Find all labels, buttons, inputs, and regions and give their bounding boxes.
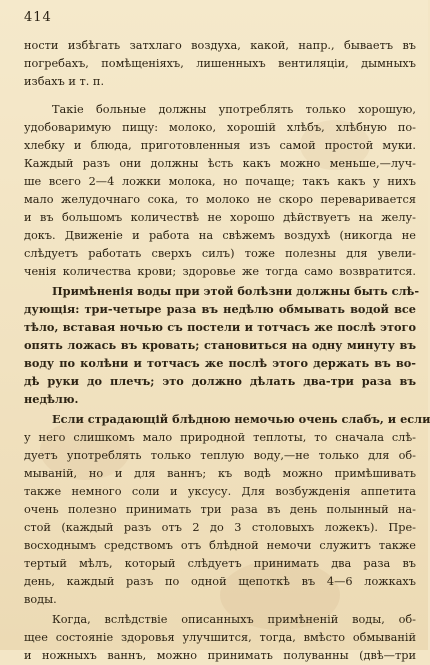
text-line: погребахъ, помѣщеніяхъ, лишенныхъ вентиляціи, дымныхъ: [24, 57, 416, 70]
text-line: опять ложась въ кровать; становиться на одну минуту въ: [24, 338, 416, 352]
text-line: Каждый разъ они должны ѣсть какъ можно меньше,—луч-: [24, 157, 416, 170]
text-line: дѣ руки до плечъ; это должно дѣлать два-три раза въ: [24, 374, 416, 388]
text-line: у него слишкомъ мало природной теплоты, то сначала слѣ-: [24, 431, 416, 444]
text-line: восходнымъ средствомъ отъ блѣдной немочи служитъ также: [24, 539, 416, 552]
text-line: также немного соли и уксусу. Для возбужденія аппетита: [24, 485, 416, 498]
text-line: воды.: [24, 593, 57, 606]
text-line: Примѣненія воды при этой болѣзни должны быть слѣ-: [52, 284, 420, 298]
text-line: мало желудочнаго сока, то молоко не скоро переваривается: [24, 193, 416, 206]
text-line: день, каждый разъ по одной щепоткѣ въ 4—6 ложкахъ: [24, 575, 416, 588]
text-line: ченія количества крови; здоровье же тогда само возвратится.: [24, 265, 416, 278]
text-line: стой (каждый разъ отъ 2 до 3 столовыхъ ложекъ). Пре-: [24, 521, 416, 534]
text-line: тертый мѣлъ, который слѣдуетъ принимать два раза въ: [24, 557, 416, 570]
text-line: избахъ и т. п.: [24, 75, 105, 88]
text-line: воду по колѣни и тотчасъ же послѣ этого держать въ во-: [24, 356, 416, 370]
text-line: дующія: три-четыре раза въ недѣлю обмывать водой все: [24, 302, 416, 316]
text-line: удобоваримую пищу: молоко, хорошій хлѣбъ, хлѣбную по-: [24, 121, 416, 134]
text-line: недѣлю.: [24, 392, 79, 406]
text-line: ности избѣгать затхлаго воздуха, какой, напр., бываетъ въ: [24, 39, 416, 52]
text-line: тѣло, вставая ночью съ постели и тотчасъ же послѣ этого: [24, 320, 416, 334]
text-line: и ножныхъ ваннъ, можно принимать полуванны (двѣ—три: [24, 649, 416, 662]
page-number: 414: [24, 10, 52, 25]
text-line: докъ. Движеніе и работа на свѣжемъ воздухѣ (никогда не: [24, 229, 416, 242]
text-line: ше всего 2—4 ложки молока, но почаще; такъ какъ у нихъ: [24, 175, 416, 188]
text-line: хлебку и блюда, приготовленныя изъ самой простой муки.: [24, 139, 416, 152]
text-line: Если страдающій блѣдною немочью очень слабъ, и если: [52, 412, 430, 426]
text-line: Такіе больные должны употреблять только хорошую,: [52, 103, 416, 116]
text-line: щее состояніе здоровья улучшится, тогда, вмѣсто обмываній: [24, 631, 416, 644]
text-line: дуетъ употреблять только теплую воду,—не только для об-: [24, 449, 416, 462]
text-line: Когда, вслѣдствіе описанныхъ примѣненій воды, об-: [52, 613, 416, 626]
text-line: мываній, но и для ваннъ; къ водѣ можно примѣшивать: [24, 467, 416, 480]
text-line: слѣдуетъ работать сверхъ силъ) тоже полезны для увели-: [24, 247, 416, 260]
text-line: и въ большомъ количествѣ не хорошо дѣйствуетъ на желу-: [24, 211, 416, 224]
text-line: очень полезно принимать три раза въ день полынный на-: [24, 503, 416, 516]
